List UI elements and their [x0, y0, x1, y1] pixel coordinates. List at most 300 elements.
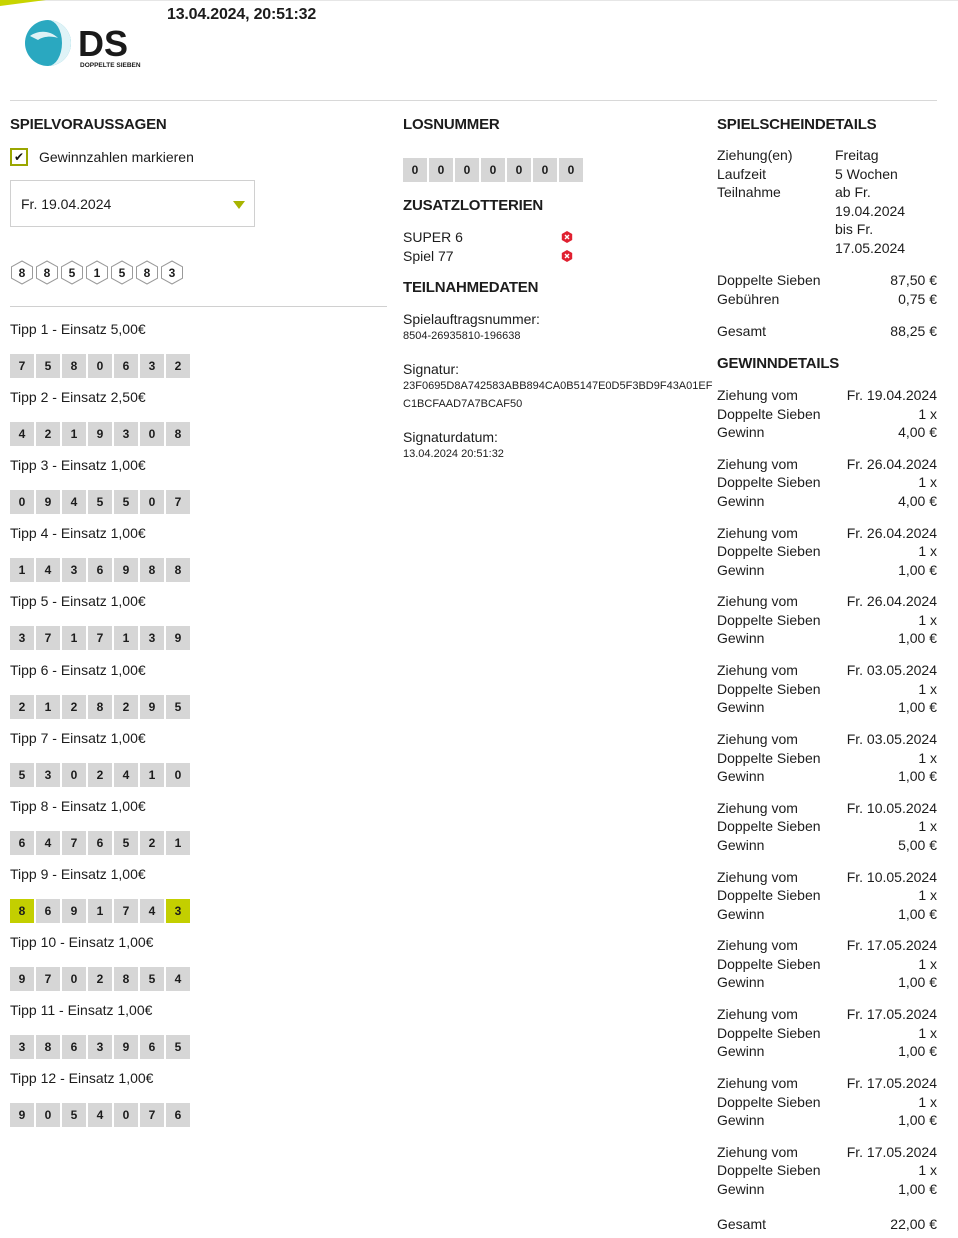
win-count: 1 x	[918, 680, 937, 697]
win-row	[717, 799, 937, 818]
win-date: Fr. 17.05.2024	[846, 1006, 937, 1023]
tipp-item	[10, 729, 190, 787]
tipp-item	[10, 524, 190, 582]
win-row	[717, 561, 937, 580]
brand-logo	[24, 18, 144, 70]
signatur-label: Signatur:	[403, 361, 460, 377]
ziehung-value: Freitag	[835, 147, 879, 163]
tipp-digit: 3	[36, 763, 60, 787]
tipp-digit: 8	[140, 558, 164, 582]
gebuehren-value: 0,75 €	[898, 291, 937, 307]
tipp-digit: 3	[140, 626, 164, 650]
tipp-digit: 4	[88, 1103, 112, 1127]
win-count: 1 x	[918, 887, 937, 904]
tipp-item	[10, 661, 190, 719]
win-entry	[717, 661, 937, 717]
win-gesamt-value: 22,00 €	[890, 1216, 937, 1232]
win-row-label: Doppelte Sieben	[717, 955, 821, 972]
win-entry	[717, 936, 937, 992]
tipp-digit: 8	[166, 558, 190, 582]
win-row-label: Ziehung vom	[717, 662, 798, 679]
tipp-item	[10, 456, 190, 514]
winning-number: 8	[135, 260, 159, 285]
win-date: Fr. 17.05.2024	[846, 1075, 937, 1091]
win-row-label: Gewinn	[717, 836, 765, 853]
tipp-digits	[10, 490, 190, 514]
tipp-digit: 5	[166, 695, 190, 719]
gewinnzahlen-toggle[interactable]	[10, 146, 194, 168]
win-row	[717, 592, 937, 611]
win-row-label: Gewinn	[717, 630, 765, 647]
win-amount: 1,00 €	[898, 1112, 937, 1128]
win-row	[717, 955, 937, 974]
tipp-digit: 5	[88, 490, 112, 514]
spiel77-label: Spiel 77	[403, 248, 454, 264]
tipp-digits	[10, 558, 190, 582]
win-amount: 1,00 €	[898, 561, 937, 578]
winning-numbers	[10, 260, 184, 285]
win-row	[717, 1074, 937, 1093]
tipp-digit: 0	[62, 763, 86, 787]
win-row	[717, 473, 937, 492]
tipp-digit: 7	[114, 899, 138, 923]
tipp-digit: 4	[10, 422, 34, 446]
win-row-label: Doppelte Sieben	[717, 749, 821, 766]
win-row	[717, 868, 937, 887]
tipp-label: Tipp 7 - Einsatz 1,00€	[10, 729, 146, 746]
tipp-digit: 3	[10, 626, 34, 650]
win-gesamt-label: Gesamt	[717, 1216, 767, 1232]
tipp-digit: 8	[166, 422, 190, 446]
tipp-digit: 6	[62, 1035, 86, 1059]
tipp-digit: 3	[114, 422, 138, 446]
tipp-digit: 8	[36, 1035, 60, 1059]
gewinndetails-title: GEWINNDETAILS	[717, 355, 840, 372]
win-row	[717, 1180, 937, 1199]
tipp-digit: 9	[10, 967, 34, 991]
win-amount: 1,00 €	[898, 768, 937, 784]
tipp-label: Tipp 6 - Einsatz 1,00€	[10, 661, 146, 678]
gebuehren-label: Gebühren	[717, 291, 780, 307]
tipp-digit: 4	[166, 967, 190, 991]
win-row	[717, 680, 937, 699]
win-row	[717, 629, 937, 648]
tipp-digit: 5	[36, 354, 60, 378]
win-row	[717, 1042, 937, 1061]
win-date: Fr. 10.05.2024	[846, 868, 937, 885]
win-entry	[717, 386, 937, 442]
tipp-digit: 0	[140, 490, 164, 514]
tipp-digit: 6	[88, 558, 112, 582]
tipp-digit: 4	[36, 831, 60, 855]
tipp-digit: 0	[10, 490, 34, 514]
tipp-item	[10, 388, 190, 446]
win-date: Fr. 26.04.2024	[846, 455, 937, 472]
tipp-digit: 5	[166, 1035, 190, 1059]
win-row-label: Gewinn	[717, 905, 765, 922]
tipp-digit: 7	[62, 831, 86, 855]
win-row	[717, 386, 937, 405]
tipp-label: Tipp 3 - Einsatz 1,00€	[10, 457, 146, 474]
tipp-digit: 9	[88, 422, 112, 446]
tipp-digit: 2	[166, 354, 190, 378]
tipp-digit: 7	[140, 1103, 164, 1127]
tipp-digit: 6	[166, 1103, 190, 1127]
win-entry	[717, 1005, 937, 1061]
auftrag-value: 8504-26935810-196638	[403, 330, 521, 342]
win-row	[717, 1143, 937, 1162]
win-row-label: Doppelte Sieben	[717, 543, 821, 560]
win-date: Fr. 17.05.2024	[846, 937, 937, 954]
win-row-label: Doppelte Sieben	[717, 680, 821, 697]
win-total	[717, 1215, 937, 1234]
tipp-digit: 5	[140, 967, 164, 991]
tipp-digit: 7	[36, 626, 60, 650]
win-row-label: Ziehung vom	[717, 524, 798, 541]
tipp-digit: 2	[62, 695, 86, 719]
win-entry	[717, 799, 937, 855]
teilnahme-line: 19.04.2024	[835, 203, 906, 219]
teilnahme-line: bis Fr.	[835, 221, 874, 237]
win-row-label: Gewinn	[717, 1180, 765, 1197]
win-row-label: Gewinn	[717, 768, 765, 784]
tipp-digit: 8	[114, 967, 138, 991]
tipp-label: Tipp 8 - Einsatz 1,00€	[10, 797, 146, 814]
tipp-label: Tipp 12 - Einsatz 1,00€	[10, 1070, 154, 1087]
win-row	[717, 973, 937, 992]
ziehung-label: Ziehung(en)	[717, 147, 793, 163]
tipp-digit: 3	[166, 899, 190, 923]
tipp-digits	[10, 626, 190, 650]
losnummer-digits	[403, 158, 583, 182]
win-count: 1 x	[918, 543, 937, 560]
win-date: Fr. 03.05.2024	[846, 662, 937, 679]
tipp-digit: 9	[114, 558, 138, 582]
win-row-label: Ziehung vom	[717, 731, 798, 747]
tipp-digits	[10, 1035, 190, 1059]
win-row-label: Gewinn	[717, 561, 765, 578]
win-amount: 1,00 €	[898, 630, 937, 647]
teilnahme-line: ab Fr.	[835, 184, 871, 200]
tipp-digit: 8	[62, 354, 86, 378]
win-row	[717, 767, 937, 786]
tipp-item	[10, 320, 190, 378]
tipp-digit: 0	[88, 354, 112, 378]
spielscheindetails-title: SPIELSCHEINDETAILS	[717, 116, 877, 133]
tipp-item	[10, 592, 190, 650]
win-row-label: Doppelte Sieben	[717, 887, 821, 904]
signatur-value-line2: C1BCFAAD7A7BCAF50	[403, 398, 523, 410]
tipp-digit: 3	[62, 558, 86, 582]
win-row-label: Gewinn	[717, 424, 765, 440]
win-row-label: Doppelte Sieben	[717, 611, 821, 628]
teilnahme-line: 17.05.2024	[835, 240, 906, 256]
win-row-label: Gewinn	[717, 699, 765, 716]
win-entry	[717, 1143, 937, 1199]
draw-date-select[interactable]	[10, 180, 255, 227]
win-amount: 1,00 €	[898, 905, 937, 922]
tipp-digit: 9	[62, 899, 86, 923]
winning-number: 8	[35, 260, 59, 285]
win-row	[717, 886, 937, 905]
win-row-label: Gewinn	[717, 492, 765, 509]
tipp-digit: 6	[88, 831, 112, 855]
tipp-item	[10, 865, 190, 923]
not-participating-icon	[561, 250, 573, 262]
tipp-digit: 0	[140, 422, 164, 446]
win-row	[717, 817, 937, 836]
tipp-digit: 6	[114, 354, 138, 378]
win-count: 1 x	[918, 818, 937, 835]
win-row-label: Ziehung vom	[717, 799, 798, 816]
win-date: Fr. 03.05.2024	[846, 731, 937, 747]
win-row-label: Ziehung vom	[717, 1143, 798, 1160]
winning-number: 5	[60, 260, 84, 285]
win-row	[717, 1161, 937, 1180]
losnummer-title: LOSNUMMER	[403, 116, 500, 133]
win-date: Fr. 10.05.2024	[846, 799, 937, 816]
tipp-digit: 0	[36, 1103, 60, 1127]
win-row	[717, 936, 937, 955]
win-row-label: Ziehung vom	[717, 593, 798, 610]
tipp-digit: 8	[88, 695, 112, 719]
tipp-label: Tipp 4 - Einsatz 1,00€	[10, 525, 146, 542]
cost-total	[717, 322, 937, 341]
tipp-label: Tipp 9 - Einsatz 1,00€	[10, 865, 146, 882]
tipp-digit: 7	[10, 354, 34, 378]
tipp-digit: 5	[114, 831, 138, 855]
win-row	[717, 698, 937, 717]
tipp-label: Tipp 1 - Einsatz 5,00€	[10, 321, 146, 337]
tipp-digit: 0	[114, 1103, 138, 1127]
win-amount: 1,00 €	[898, 1180, 937, 1197]
win-row	[717, 1024, 937, 1043]
tipp-item	[10, 933, 190, 991]
win-row	[717, 611, 937, 630]
win-row	[717, 905, 937, 924]
tipp-item	[10, 1069, 190, 1127]
tipp-digit: 7	[88, 626, 112, 650]
win-row	[717, 423, 937, 442]
win-row-label: Gewinn	[717, 1112, 765, 1128]
tipp-label: Tipp 5 - Einsatz 1,00€	[10, 593, 146, 610]
tipp-digit: 9	[166, 626, 190, 650]
tipp-digit: 9	[140, 695, 164, 719]
header-divider	[10, 100, 937, 101]
win-row-label: Doppelte Sieben	[717, 1162, 821, 1179]
win-row	[717, 492, 937, 511]
win-row	[717, 524, 937, 543]
win-count: 1 x	[918, 611, 937, 628]
tipp-digit: 4	[114, 763, 138, 787]
tipp-digits	[10, 763, 190, 787]
tipp-digit: 1	[10, 558, 34, 582]
not-participating-icon	[561, 231, 573, 243]
losnummer-digit: 0	[403, 158, 427, 182]
tipp-digit: 1	[140, 763, 164, 787]
tipp-digit: 0	[62, 967, 86, 991]
losnummer-digit: 0	[533, 158, 557, 182]
win-row-label: Ziehung vom	[717, 937, 798, 954]
tipp-digits	[10, 354, 190, 378]
zusatzlotterien-title: ZUSATZLOTTERIEN	[403, 197, 544, 214]
win-row-label: Doppelte Sieben	[717, 1093, 821, 1110]
tipp-digit: 7	[36, 967, 60, 991]
win-row-label: Doppelte Sieben	[717, 474, 821, 491]
winning-number: 1	[85, 260, 109, 285]
tipp-digit: 7	[166, 490, 190, 514]
win-row	[717, 455, 937, 474]
super6-label: SUPER 6	[403, 229, 463, 245]
win-row	[717, 730, 937, 749]
tipp-digit: 6	[10, 831, 34, 855]
losnummer-digit: 0	[507, 158, 531, 182]
auftrag-label: Spielauftragsnummer:	[403, 311, 540, 327]
winning-number: 3	[160, 260, 184, 285]
tipp-digit: 2	[36, 422, 60, 446]
win-amount: 4,00 €	[898, 424, 937, 440]
tipp-digits	[10, 967, 190, 991]
tipp-digits	[10, 1103, 190, 1127]
win-row	[717, 1111, 937, 1130]
win-entry	[717, 1074, 937, 1130]
tipp-digit: 0	[166, 763, 190, 787]
tipp-digit: 9	[36, 490, 60, 514]
win-entry	[717, 730, 937, 786]
win-row	[717, 836, 937, 855]
teilnahme-label: Teilnahme	[717, 184, 781, 200]
tipp-digits	[10, 695, 190, 719]
header	[0, 0, 958, 100]
section-divider	[10, 306, 387, 307]
signatur-value-line1: 23F0695D8A742583ABB894CA0B5147E0D5F3BD9F43A01EF	[403, 380, 713, 392]
spielvoraussagen-title: SPIELVORAUSSAGEN	[10, 116, 167, 133]
win-amount: 4,00 €	[898, 492, 937, 509]
tipp-item	[10, 1001, 190, 1059]
win-entry	[717, 592, 937, 648]
win-amount: 1,00 €	[898, 974, 937, 991]
tipp-digit: 1	[36, 695, 60, 719]
logo-mark-icon	[24, 18, 144, 70]
tipp-digit: 2	[88, 763, 112, 787]
win-count: 1 x	[918, 474, 937, 491]
win-amount: 5,00 €	[898, 836, 937, 853]
tipp-digit: 2	[10, 695, 34, 719]
tipp-digit: 4	[62, 490, 86, 514]
checkbox-label: Gewinnzahlen markieren	[39, 149, 194, 165]
win-row	[717, 749, 937, 768]
win-count: 1 x	[918, 749, 937, 766]
tipp-label: Tipp 10 - Einsatz 1,00€	[10, 933, 154, 950]
win-count: 1 x	[918, 955, 937, 972]
tipp-digit: 3	[88, 1035, 112, 1059]
gesamt-value: 88,25 €	[890, 323, 937, 339]
tipp-digit: 3	[140, 354, 164, 378]
tipp-digit: 4	[36, 558, 60, 582]
win-entry	[717, 868, 937, 924]
tipp-digit: 6	[140, 1035, 164, 1059]
tipp-digit: 5	[62, 1103, 86, 1127]
tipp-digits	[10, 831, 190, 855]
tipp-digit: 1	[114, 626, 138, 650]
win-count: 1 x	[918, 1093, 937, 1110]
win-row	[717, 405, 937, 424]
win-row-label: Ziehung vom	[717, 1006, 798, 1023]
doppelte-label: Doppelte Sieben	[717, 272, 821, 288]
win-row-label: Doppelte Sieben	[717, 405, 821, 422]
tipp-digit: 8	[10, 899, 34, 923]
win-count: 1 x	[918, 1024, 937, 1041]
tipp-digit: 5	[10, 763, 34, 787]
winning-number: 5	[110, 260, 134, 285]
losnummer-digit: 0	[481, 158, 505, 182]
tipp-digits	[10, 899, 190, 923]
cost-summary	[717, 271, 937, 309]
win-row-label: Ziehung vom	[717, 455, 798, 472]
win-row-label: Doppelte Sieben	[717, 1024, 821, 1041]
losnummer-digit: 0	[455, 158, 479, 182]
win-row	[717, 1093, 937, 1112]
tipp-label: Tipp 11 - Einsatz 1,00€	[10, 1002, 153, 1018]
tipp-digit: 9	[10, 1103, 34, 1127]
checkmark-icon: ✔	[13, 150, 25, 164]
tipp-digit: 5	[114, 490, 138, 514]
signaturdatum-label: Signaturdatum:	[403, 429, 498, 445]
win-date: Fr. 19.04.2024	[846, 387, 937, 403]
tipp-digit: 2	[140, 831, 164, 855]
win-amount: 1,00 €	[898, 699, 937, 716]
tipp-digit: 1	[62, 422, 86, 446]
laufzeit-value: 5 Wochen	[835, 166, 898, 182]
signaturdatum-value: 13.04.2024 20:51:32	[403, 448, 504, 460]
logo-initials: DS	[78, 23, 129, 64]
winning-number: 8	[10, 260, 34, 285]
win-row-label: Doppelte Sieben	[717, 818, 821, 835]
laufzeit-label: Laufzeit	[717, 166, 767, 182]
win-row-label: Ziehung vom	[717, 387, 798, 403]
tipp-digit: 1	[88, 899, 112, 923]
tipp-digits	[10, 422, 190, 446]
win-count: 1 x	[918, 405, 937, 422]
win-row-label: Ziehung vom	[717, 868, 798, 885]
tipp-digit: 4	[140, 899, 164, 923]
doppelte-value: 87,50 €	[890, 272, 937, 288]
win-row	[717, 1005, 937, 1024]
losnummer-digit: 0	[429, 158, 453, 182]
win-row-label: Ziehung vom	[717, 1075, 798, 1091]
logo-brand-name: DOPPELTE SIEBEN	[80, 62, 141, 69]
win-date: Fr. 26.04.2024	[846, 524, 937, 541]
print-timestamp: 13.04.2024, 20:51:32	[167, 6, 317, 23]
tipp-digit: 1	[166, 831, 190, 855]
selected-date: Fr. 19.04.2024	[21, 195, 112, 212]
checkbox[interactable]	[10, 148, 28, 166]
tipp-label: Tipp 2 - Einsatz 2,50€	[10, 389, 146, 406]
win-date: Fr. 17.05.2024	[846, 1143, 937, 1160]
win-row-label: Gewinn	[717, 974, 765, 991]
win-row-label: Gewinn	[717, 1043, 765, 1060]
win-row	[717, 661, 937, 680]
tipp-digit: 6	[36, 899, 60, 923]
tipp-digit: 2	[88, 967, 112, 991]
win-amount: 1,00 €	[898, 1043, 937, 1060]
win-count: 1 x	[918, 1162, 937, 1179]
win-entry	[717, 524, 937, 580]
win-entry	[717, 455, 937, 511]
tipp-digit: 1	[62, 626, 86, 650]
win-date: Fr. 26.04.2024	[846, 593, 937, 610]
teilnahmedaten-title: TEILNAHMEDATEN	[403, 279, 539, 296]
